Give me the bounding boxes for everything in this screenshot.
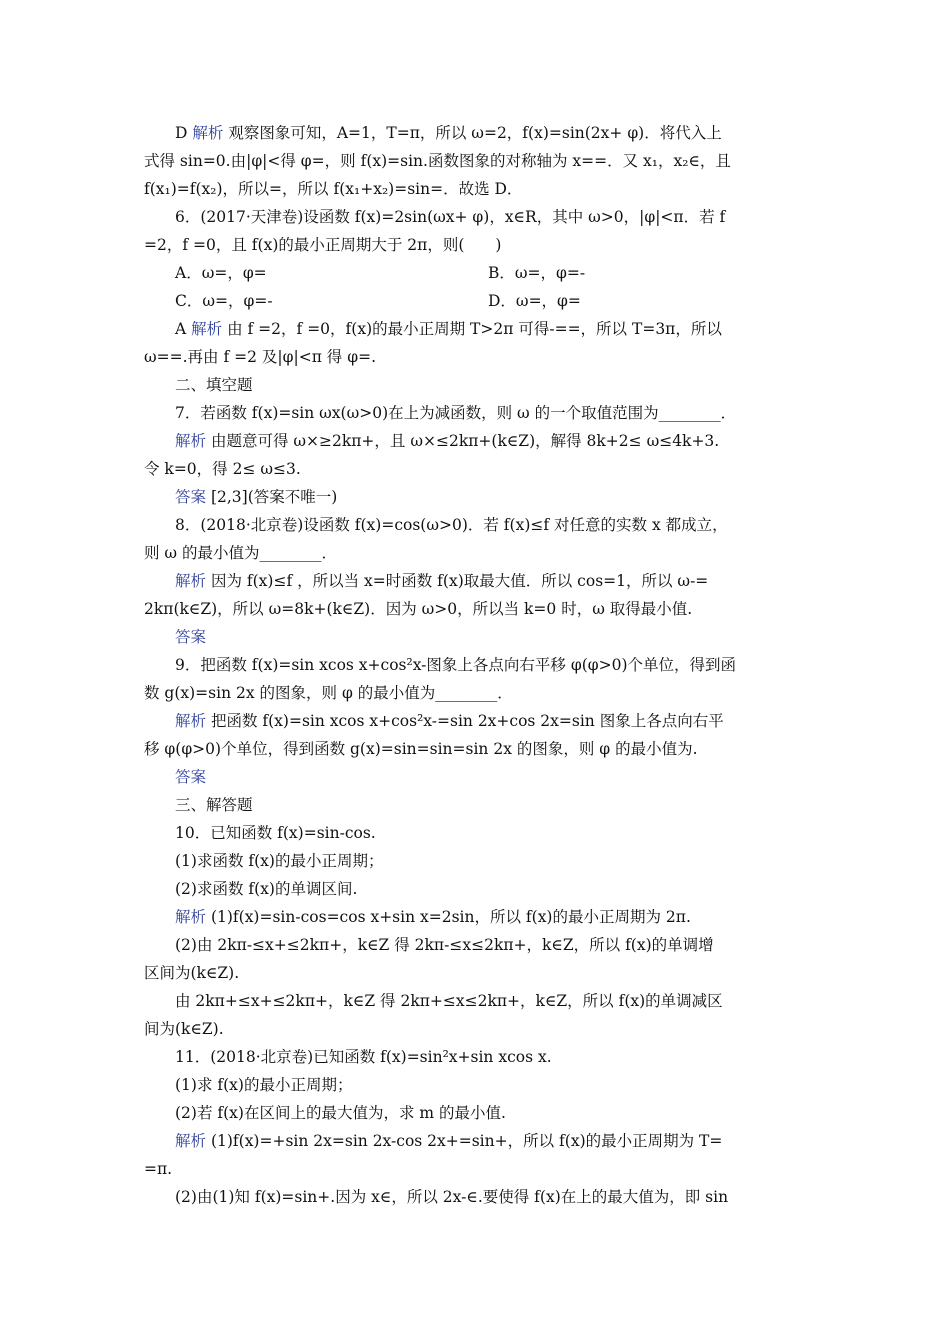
- text-line: (1)求 f(x)的最小正周期；: [175, 1076, 353, 1094]
- option-a: A．ω=，φ=: [175, 264, 267, 282]
- text-line: 间为(k∈Z).: [144, 1020, 224, 1038]
- text-line: 移 φ(φ>0)个单位，得到函数 g(x)=sin=sin=sin 2x 的图象，则 φ 的最小值为.: [144, 740, 698, 758]
- answer-tag: 答案: [175, 628, 207, 646]
- text-line: (2)若 f(x)在区间上的最大值为，求 m 的最小值.: [175, 1104, 506, 1122]
- line-text: 由 f =2，f =0，f(x)的最小正周期 T>2π 可得-==，所以 T=3π，所以: [227, 320, 722, 338]
- analysis-tag: 解析: [175, 712, 207, 730]
- solution-line: [175, 431, 719, 451]
- text-line: (1)求函数 f(x)的最小正周期；: [175, 852, 384, 870]
- option-b: B．ω=，φ=-: [488, 264, 586, 282]
- answer-line: [175, 767, 206, 787]
- text-line: =π.: [144, 1160, 173, 1178]
- option-c: C．ω=，φ=-: [175, 292, 273, 310]
- text-line: (2)由 2kπ-≤x+≤2kπ+，k∈Z 得 2kπ-≤x≤2kπ+，k∈Z，所以 f(x)的单调增: [175, 936, 714, 954]
- line-text: 因为 f(x)≤f ，所以当 x=时函数 f(x)取最大值．所以 cos=1，所以 ω-=: [210, 572, 709, 590]
- answer-letter: D: [175, 124, 188, 142]
- text-line: 由 2kπ+≤x+≤2kπ+，k∈Z 得 2kπ+≤x≤2kπ+，k∈Z，所以 f(x)的单调减区: [175, 992, 723, 1010]
- text-line: ω==.再由 f =2 及|φ|<π 得 φ=.: [144, 348, 377, 366]
- text-line: 式得 sin=0.由|φ|<得 φ=，则 f(x)=sin.函数图象的对称轴为 x==．又 x₁，x₂∈，且: [144, 152, 731, 170]
- analysis-tag: 解析: [191, 320, 223, 338]
- line-text: (1)f(x)=sin-cos=cos x+sin x=2sin，所以 f(x)的最小正周期为 2π.: [210, 908, 691, 926]
- text-line: 区间为(k∈Z).: [144, 964, 240, 982]
- text-line: 则 ω 的最小值为________．: [144, 544, 337, 562]
- line-text: 由题意可得 ω×≥2kπ+，且 ω×≤2kπ+(k∈Z)，解得 8k+2≤ ω≤4k+3.: [210, 432, 720, 450]
- analysis-tag: 解析: [175, 432, 207, 450]
- answer-line: [175, 487, 337, 507]
- question-6: 6．(2017·天津卷)设函数 f(x)=2sin(ωx+ φ)，x∈R，其中 ω>0，|φ|<π．若 f: [175, 208, 726, 226]
- question-8: 8．(2018·北京卷)设函数 f(x)=cos(ω>0)．若 f(x)≤f 对任意的实数 x 都成立，: [175, 516, 728, 534]
- question-11: 11．(2018·北京卷)已知函数 f(x)=sin²x+sin xcos x.: [175, 1048, 552, 1066]
- analysis-tag: 解析: [175, 572, 207, 590]
- text-line: =2，f =0，且 f(x)的最小正周期大于 2π，则( ): [144, 236, 502, 254]
- solution-line: [175, 123, 722, 143]
- question-7: 7．若函数 f(x)=sin ωx(ω>0)在上为减函数，则 ω 的一个取值范围为________．: [175, 404, 737, 422]
- line-text: (1)f(x)=+sin 2x=sin 2x-cos 2x+=sin+，所以 f(x)的最小正周期为 T=: [210, 1132, 723, 1150]
- question-10: 10．已知函数 f(x)=sin-cos.: [175, 824, 376, 842]
- text-line: (2)由(1)知 f(x)=sin+.因为 x∈，所以 2x-∈.要使得 f(x)在上的最大值为，即 sin: [175, 1188, 729, 1206]
- answer-tag: 答案: [175, 768, 207, 786]
- analysis-tag: 解析: [192, 124, 224, 142]
- option-d: D．ω=，φ=: [488, 292, 581, 310]
- analysis-tag: 解析: [175, 908, 207, 926]
- solution-line: [175, 571, 708, 591]
- line-text: [2,3](答案不唯一): [210, 488, 338, 506]
- text-line: f(x₁)=f(x₂)，所以=，所以 f(x₁+x₂)=sin=．故选 D．: [144, 180, 523, 198]
- analysis-tag: 解析: [175, 1132, 207, 1150]
- line-text: 把函数 f(x)=sin xcos x+cos²x-=sin 2x+cos 2x=sin 图象上各点向右平: [210, 712, 724, 730]
- solution-line: [175, 1131, 722, 1151]
- text-line: 令 k=0，得 2≤ ω≤3.: [144, 460, 301, 478]
- text-line: 2kπ(k∈Z)，所以 ω=8k+(k∈Z)．因为 ω>0，所以当 k=0 时，ω 取得最小值.: [144, 600, 693, 618]
- section-heading: 二、填空题: [175, 376, 253, 394]
- solution-line: [175, 711, 724, 731]
- solution-line: [175, 907, 691, 927]
- answer-tag: 答案: [175, 488, 207, 506]
- answer-letter: A: [175, 320, 187, 338]
- answer-line: [175, 627, 206, 647]
- text-line: 数 g(x)=sin 2x 的图象，则 φ 的最小值为________．: [144, 684, 513, 702]
- section-heading: 三、解答题: [175, 796, 253, 814]
- line-text: 观察图象可知，A=1，T=π，所以 ω=2，f(x)=sin(2x+ φ)．将代入上: [228, 124, 722, 142]
- question-9: 9．把函数 f(x)=sin xcos x+cos²x-图象上各点向右平移 φ(φ>0)个单位，得到函: [175, 656, 736, 674]
- solution-line: [175, 319, 722, 339]
- text-line: (2)求函数 f(x)的单调区间.: [175, 880, 358, 898]
